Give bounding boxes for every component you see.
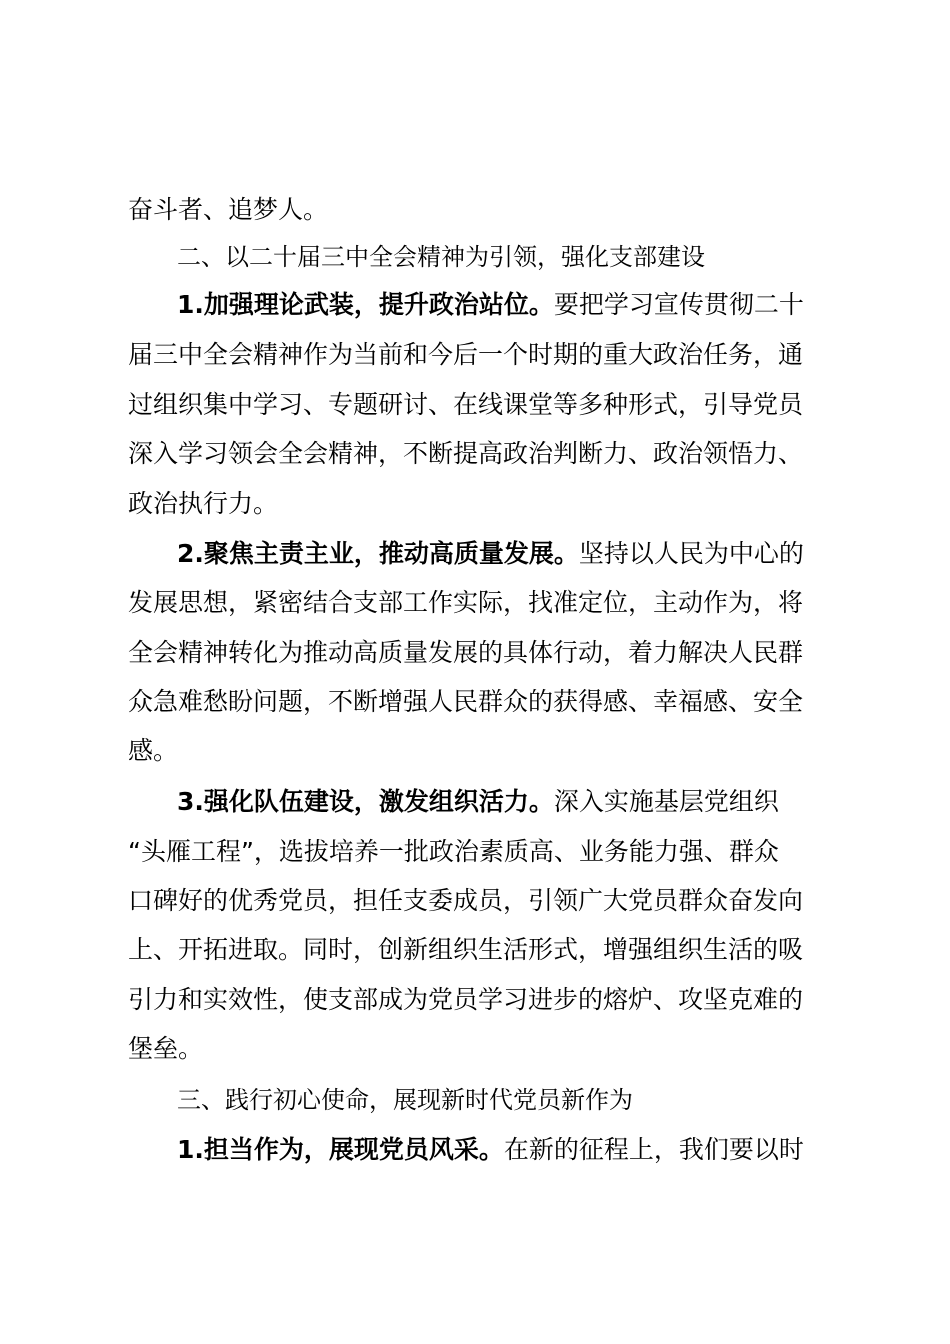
section-heading-text: 三、践行初心使命，展现新时代党员新作为 bbox=[177, 1086, 633, 1114]
text: 在新的征程上，我们要以时 bbox=[503, 1135, 804, 1164]
text: 届三中全会精神作为当前和今后一个时期的重大政治任务，通 bbox=[128, 340, 804, 369]
text: 感。 bbox=[128, 736, 179, 765]
subheading-lead: 2.聚焦主责主业，推动高质量发展。 bbox=[177, 539, 579, 568]
subheading-lead: 1.担当作为，展现党员风采。 bbox=[177, 1135, 504, 1164]
section-heading bbox=[177, 1083, 633, 1117]
text: 上、开拓进取。同时，创新组织生活形式，增强组织生活的吸 bbox=[128, 935, 804, 964]
section-heading-text: 二、以二十届三中全会精神为引领，强化支部建设 bbox=[177, 243, 705, 271]
paragraph-line bbox=[128, 933, 803, 967]
paragraph-line bbox=[128, 734, 178, 768]
paragraph-line bbox=[128, 835, 779, 869]
paragraph-line bbox=[128, 388, 803, 422]
paragraph-line bbox=[177, 785, 779, 819]
text: 过组织集中学习、专题研讨、在线课堂等多种形式，引导党员 bbox=[128, 390, 804, 419]
section-heading bbox=[177, 240, 705, 274]
text: “头雁工程”，选拔培养一批政治素质高、业务能力强、群众 bbox=[128, 837, 779, 866]
paragraph-line bbox=[128, 586, 803, 620]
text: 要把学习宣传贯彻二十 bbox=[553, 290, 804, 319]
text: 发展思想，紧密结合支部工作实际，找准定位，主动作为，将 bbox=[128, 588, 804, 617]
text: 深入实施基层党组织 bbox=[553, 787, 779, 816]
paragraph-line bbox=[177, 288, 804, 322]
paragraph-line bbox=[177, 1133, 804, 1167]
paragraph-line bbox=[128, 983, 803, 1017]
text: 政治执行力。 bbox=[128, 489, 279, 518]
text: 全会精神转化为推动高质量发展的具体行动，着力解决人民群 bbox=[128, 638, 804, 667]
paragraph-line bbox=[128, 685, 803, 719]
paragraph-line bbox=[128, 636, 803, 670]
paragraph-line bbox=[128, 437, 803, 471]
text: 奋斗者、追梦人。 bbox=[128, 195, 329, 224]
text: 口碑好的优秀党员，担任支委成员，引领广大党员群众奋发向 bbox=[128, 886, 804, 915]
paragraph-line bbox=[128, 487, 278, 521]
text: 引力和实效性，使支部成为党员学习进步的熔炉、攻坚克难的 bbox=[128, 985, 804, 1014]
text: 坚持以人民为中心的 bbox=[578, 539, 804, 568]
subheading-lead: 3.强化队伍建设，激发组织活力。 bbox=[177, 787, 554, 816]
text: 堡垒。 bbox=[128, 1034, 204, 1063]
paragraph-line bbox=[177, 537, 804, 571]
paragraph-line bbox=[128, 338, 803, 372]
paragraph-line bbox=[128, 193, 328, 227]
subheading-lead: 1.加强理论武装，提升政治站位。 bbox=[177, 290, 554, 319]
paragraph-line bbox=[128, 884, 803, 918]
paragraph-line bbox=[128, 1032, 203, 1066]
text: 众急难愁盼问题，不断增强人民群众的获得感、幸福感、安全 bbox=[128, 687, 804, 716]
text: 深入学习领会全会精神，不断提高政治判断力、政治领悟力、 bbox=[128, 439, 804, 468]
